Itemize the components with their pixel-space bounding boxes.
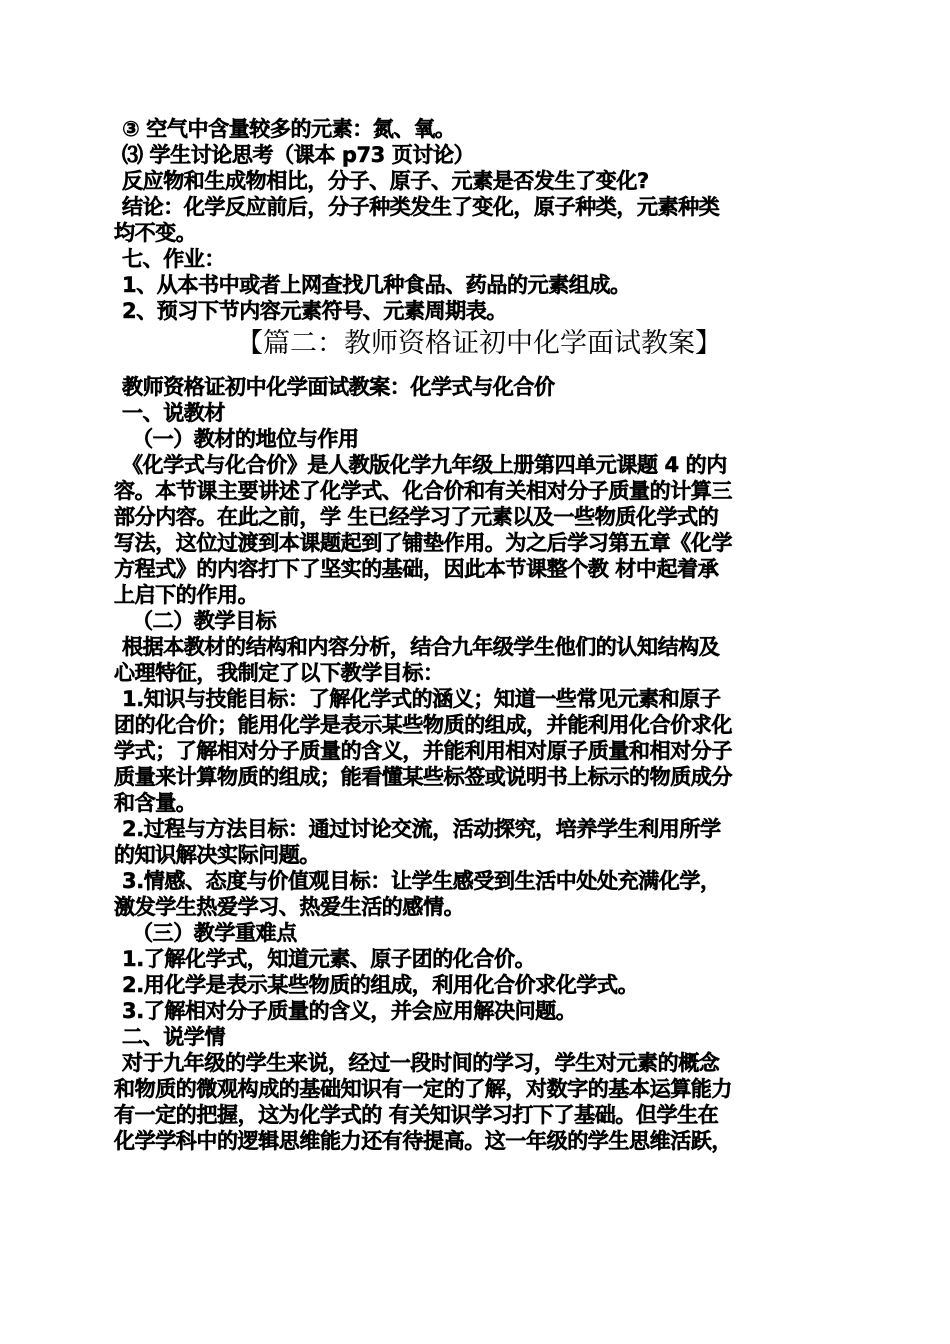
text-line: 1、从本书中或者上网查找几种食品、药品的元素组成。 (122, 273, 631, 297)
text-line: ③ 空气中含量较多的元素：氮、氧。 (122, 117, 456, 141)
section-title: 二、说学情 (122, 1025, 225, 1049)
text-line: 2.用化学是表示某些物质的组成，利用化合价求化学式。 (122, 973, 639, 997)
text-line: 七、作业： (122, 247, 225, 271)
text-line: 反应物和生成物相比，分子、原子、元素是否发生了变化? (122, 169, 649, 193)
text-line: 的知识解决实际问题。 (114, 843, 320, 867)
text-line: 均不变。 (114, 221, 197, 245)
text-line: 《化学式与化合价》是人教版化学九年级上册第四单元课题 4 的内 (122, 453, 727, 477)
subsection-title: （三）教学重难点 (132, 921, 297, 945)
text-line: 1.知识与技能目标：了解化学式的涵义；知道一些常见元素和原子 (122, 687, 721, 711)
document-title: 教师资格证初中化学面试教案：化学式与化合价 (122, 375, 555, 399)
text-line: 写法，这位过渡到本课题起到了铺垫作用。为之后学习第五章《化学 (114, 531, 732, 555)
text-line: 有一定的把握，这为化学式的 有关知识学习打下了基础。但学生在 (114, 1103, 719, 1127)
text-line: 对于九年级的学生来说，经过一段时间的学习，学生对元素的概念 (122, 1051, 720, 1075)
text-line: 结论：化学反应前后，分子种类发生了变化，原子种类，元素种类 (122, 195, 720, 219)
text-line: 根据本教材的结构和内容分析，结合九年级学生他们的认知结构及 (122, 635, 720, 659)
text-line: 学式；了解相对分子质量的含义，并能利用相对原子质量和相对分子 (114, 739, 732, 763)
text-line: 方程式》的内容打下了坚实的基础，因此本节课整个教 材中起着承 (114, 557, 719, 581)
text-line: 和含量。 (114, 791, 197, 815)
text-line: 和物质的微观构成的基础知识有一定的了解，对数字的基本运算能力 (114, 1077, 732, 1101)
text-line: 3.了解相对分子质量的含义，并会应用解决问题。 (122, 999, 577, 1023)
text-line: 质量来计算物质的组成；能看懂某些标签或说明书上标示的物质成分 (114, 765, 732, 789)
text-line: 上启下的作用。 (114, 583, 259, 607)
text-line: 1.了解化学式，知道元素、原子团的化合价。 (122, 947, 536, 971)
text-line: 化学学科中的逻辑思维能力还有待提高。这一年级的学生思维活跃， (114, 1129, 732, 1153)
subsection-title: （一）教材的地位与作用 (132, 427, 359, 451)
section-title: 一、说教材 (122, 401, 225, 425)
text-line: 心理特征，我制定了以下教学目标： (114, 661, 444, 685)
document-body (114, 116, 844, 1154)
text-line: 激发学生热爱学习、热爱生活的感情。 (114, 895, 465, 919)
text-line: 2、预习下节内容元素符号、元素周期表。 (122, 299, 508, 323)
text-line: 部分内容。在此之前，学 生已经学习了元素以及一些物质化学式的 (114, 505, 719, 529)
text-line: 2.过程与方法目标：通过讨论交流，活动探究，培养学生利用所学 (122, 817, 721, 841)
text-line: 团的化合价；能用化学是表示某些物质的组成，并能利用化合价求化 (114, 713, 732, 737)
section-heading: 【篇二：教师资格证初中化学面试教案】 (236, 328, 722, 359)
text-line: 3.情感、态度与价值观目标：让学生感受到生活中处处充满化学， (122, 869, 721, 893)
text-line: 容。本节课主要讲述了化学式、化合价和有关相对分子质量的计算三 (114, 479, 732, 503)
text-line: ⑶ 学生讨论思考（课本 p73 页讨论） (122, 143, 475, 167)
subsection-title: （二）教学目标 (132, 609, 277, 633)
